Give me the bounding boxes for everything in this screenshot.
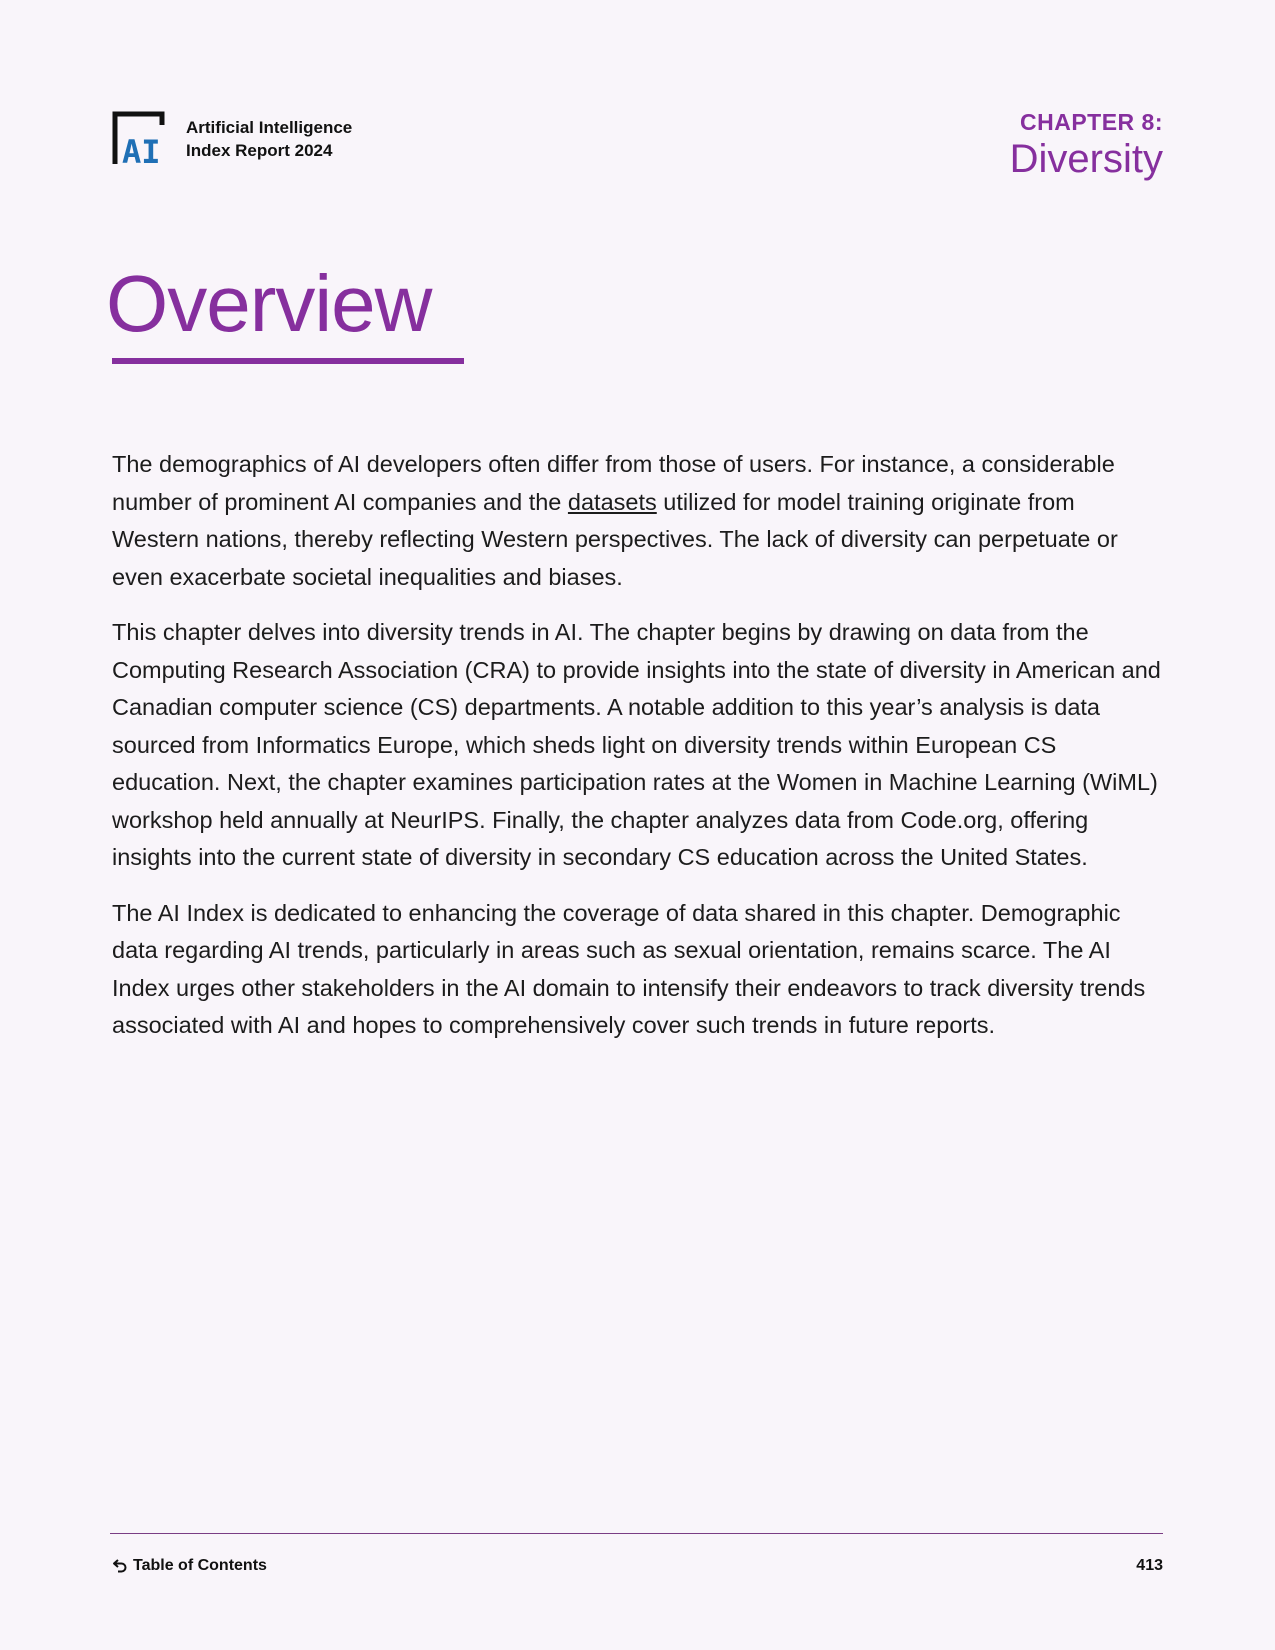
footer-divider — [110, 1533, 1163, 1534]
paragraph-3: The AI Index is dedicated to enhancing the coverage of data shared in this chapter. Demographic data regarding AI trends, particularly in areas such as sexual orientation, remains scarce. The AI Index urges other stakeholders in the AI domain to intensify their endeavors to track diversity trends associated with AI and hopes to comprehensively cover such trends in future reports. — [112, 899, 1146, 1038]
ai-index-logo-mark — [112, 111, 174, 167]
overview-body — [112, 446, 1167, 1063]
paragraph-1-start: The demographics of AI developers often differ from those of users. For instance, a considerable number of prominent AI companies and the — [112, 451, 1115, 515]
logo-text — [186, 116, 352, 162]
paragraph-1 — [112, 446, 1167, 596]
report-logo — [112, 111, 352, 167]
return-arrow-icon — [112, 1558, 128, 1574]
chapter-label: CHAPTER 8: — [1019, 109, 1163, 135]
toc-label: Table of Contents — [133, 1557, 267, 1574]
page-number: 413 — [1136, 1557, 1163, 1574]
paragraph-2: This chapter delves into diversity trends in AI. The chapter begins by drawing on data from the Computing Research Association (CRA) to provide insights into the state of diversity in American and Canadian computer science (CS) departments. A notable addition to this year’s analysis is data sourced from Informatics Europe, which sheds light on diversity trends within European CS education. Next, the chapter examines participation rates at the Women in Machine Learning (WiML) workshop held annually at NeurIPS. Finally, the chapter analyzes data from Code.org, offering insights into the current state of diversity in secondary CS education across the United States. — [112, 619, 1161, 870]
logo-line-2: Index Report 2024 — [186, 141, 333, 160]
paragraph-1-end: utilized for model training originate from Western nations, thereby reflecting Western perspectives. The lack of diversity can perpetuate or even exacerbate societal inequalities and biases. — [112, 488, 1118, 590]
title-underline — [112, 358, 464, 364]
chapter-title: Diversity — [1009, 137, 1163, 181]
logo-line-1: Artificial Intelligence — [186, 118, 353, 137]
table-of-contents-link[interactable] — [112, 1557, 267, 1575]
svg-text:AI: AI — [122, 133, 161, 167]
page-title: Overview — [106, 259, 432, 348]
chapter-heading — [1010, 108, 1163, 182]
datasets-link[interactable]: datasets — [567, 488, 657, 515]
